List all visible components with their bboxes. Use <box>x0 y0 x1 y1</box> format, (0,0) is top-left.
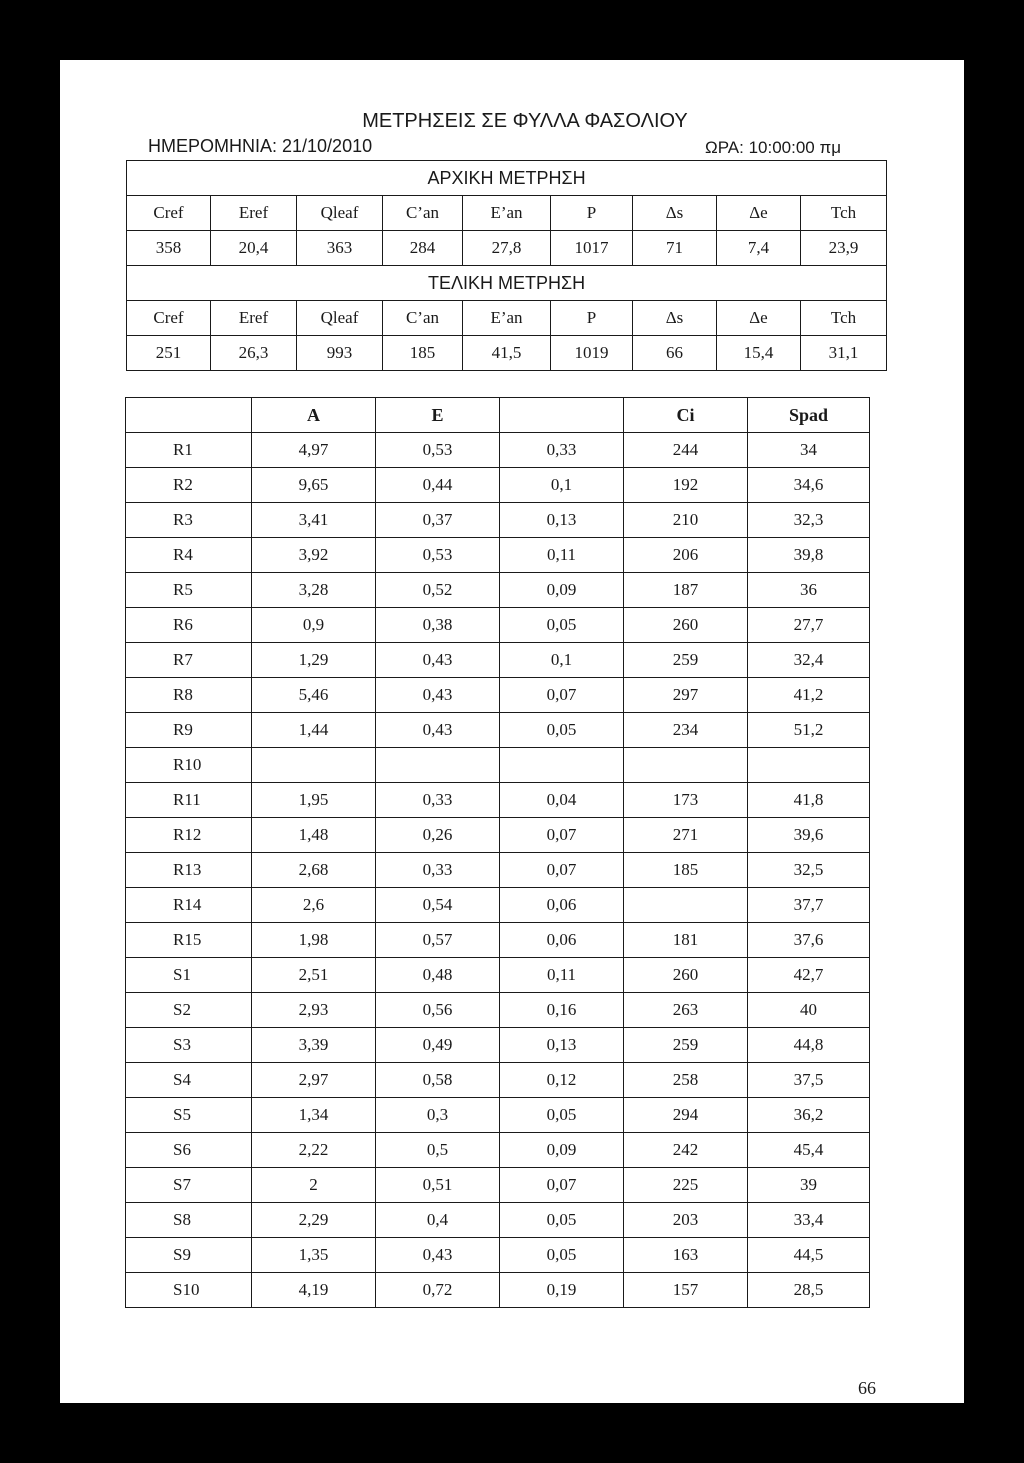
sample-label: S9 <box>126 1238 252 1273</box>
sample-value: 0,11 <box>500 958 624 993</box>
sample-value: 1,44 <box>252 713 376 748</box>
column-header: Δs <box>633 301 717 336</box>
sample-value: 0,51 <box>376 1168 500 1203</box>
column-header: Tch <box>801 301 887 336</box>
column-header: E’an <box>463 196 551 231</box>
sample-value: 0,05 <box>500 608 624 643</box>
table-row <box>126 888 870 923</box>
table-row <box>126 1168 870 1203</box>
sample-value: 0,38 <box>376 608 500 643</box>
sample-value: 0,33 <box>376 853 500 888</box>
table-row <box>126 783 870 818</box>
sample-value: 45,4 <box>748 1133 870 1168</box>
sample-value: 0,13 <box>500 503 624 538</box>
initial-measurement-title: ΑΡΧΙΚΗ ΜΕΤΡΗΣΗ <box>127 161 887 196</box>
samples-column-header: Spad <box>748 398 870 433</box>
column-header: Δs <box>633 196 717 231</box>
sample-value: 3,41 <box>252 503 376 538</box>
measurement-value: 31,1 <box>801 336 887 371</box>
samples-column-header <box>500 398 624 433</box>
sample-value: 185 <box>624 853 748 888</box>
column-header: P <box>551 196 633 231</box>
sample-value: 34,6 <box>748 468 870 503</box>
sample-value: 192 <box>624 468 748 503</box>
sample-label: R7 <box>126 643 252 678</box>
sample-value: 0,43 <box>376 713 500 748</box>
sample-value: 0,11 <box>500 538 624 573</box>
sample-value: 1,34 <box>252 1098 376 1133</box>
table-row <box>126 538 870 573</box>
column-header: Δe <box>717 196 801 231</box>
sample-value: 297 <box>624 678 748 713</box>
sample-value: 0,43 <box>376 643 500 678</box>
column-header: Cref <box>127 301 211 336</box>
measurement-value: 23,9 <box>801 231 887 266</box>
sample-value: 260 <box>624 958 748 993</box>
sample-value: 210 <box>624 503 748 538</box>
sample-value: 0,37 <box>376 503 500 538</box>
sample-value: 4,97 <box>252 433 376 468</box>
sample-value: 2,51 <box>252 958 376 993</box>
table-row <box>126 818 870 853</box>
time-line: ΩΡΑ: 10:00:00 πμ <box>705 138 841 157</box>
sample-value: 1,48 <box>252 818 376 853</box>
sample-value: 0,9 <box>252 608 376 643</box>
sample-value: 41,8 <box>748 783 870 818</box>
table-row <box>126 608 870 643</box>
sample-label: R8 <box>126 678 252 713</box>
sample-label: S8 <box>126 1203 252 1238</box>
sample-value: 0,52 <box>376 573 500 608</box>
column-header: Qleaf <box>297 301 383 336</box>
measurement-value: 1017 <box>551 231 633 266</box>
final-values-row <box>127 336 887 371</box>
sample-value <box>376 748 500 783</box>
sample-value: 181 <box>624 923 748 958</box>
table-row <box>126 993 870 1028</box>
page-number: 66 <box>858 1378 876 1398</box>
measurement-value: 185 <box>383 336 463 371</box>
document-title: ΜΕΤΡΗΣΕΙΣ ΣΕ ΦΥΛΛΑ ΦΑΣΟΛΙΟΥ <box>362 110 688 132</box>
sample-value: 271 <box>624 818 748 853</box>
sample-value: 0,33 <box>500 433 624 468</box>
sample-value <box>252 748 376 783</box>
sample-value: 1,29 <box>252 643 376 678</box>
sample-label: R6 <box>126 608 252 643</box>
sample-value: 0,54 <box>376 888 500 923</box>
sample-value: 0,58 <box>376 1063 500 1098</box>
sample-value: 39 <box>748 1168 870 1203</box>
sample-value: 39,8 <box>748 538 870 573</box>
sample-value: 234 <box>624 713 748 748</box>
sample-value: 242 <box>624 1133 748 1168</box>
final-measurement-title: ΤΕΛΙΚΗ ΜΕΤΡΗΣΗ <box>127 266 887 301</box>
column-header: Eref <box>211 301 297 336</box>
sample-label: R9 <box>126 713 252 748</box>
sample-value: 51,2 <box>748 713 870 748</box>
measurement-value: 26,3 <box>211 336 297 371</box>
sample-value: 32,5 <box>748 853 870 888</box>
sample-value: 259 <box>624 1028 748 1063</box>
measurement-value: 20,4 <box>211 231 297 266</box>
sample-value: 244 <box>624 433 748 468</box>
sample-value: 0,3 <box>376 1098 500 1133</box>
sample-value: 0,12 <box>500 1063 624 1098</box>
table-row <box>126 853 870 888</box>
sample-value: 0,33 <box>376 783 500 818</box>
initial-header-row <box>127 196 887 231</box>
sample-value: 2,68 <box>252 853 376 888</box>
sample-label: S6 <box>126 1133 252 1168</box>
sample-value: 0,44 <box>376 468 500 503</box>
table-row <box>126 468 870 503</box>
sample-value: 0,05 <box>500 1203 624 1238</box>
sample-label: R1 <box>126 433 252 468</box>
table-row <box>126 1273 870 1308</box>
sample-label: S5 <box>126 1098 252 1133</box>
sample-value: 187 <box>624 573 748 608</box>
sample-value: 2,22 <box>252 1133 376 1168</box>
sample-value: 0,19 <box>500 1273 624 1308</box>
sample-label: R14 <box>126 888 252 923</box>
sample-value: 32,4 <box>748 643 870 678</box>
column-header: P <box>551 301 633 336</box>
sample-label: R10 <box>126 748 252 783</box>
sample-value: 0,1 <box>500 643 624 678</box>
measurement-value: 363 <box>297 231 383 266</box>
samples-header-row <box>126 398 870 433</box>
sample-value: 42,7 <box>748 958 870 993</box>
date-line: ΗΜΕΡΟΜΗΝΙΑ: 21/10/2010 <box>148 136 373 156</box>
sample-value: 2 <box>252 1168 376 1203</box>
column-header: Tch <box>801 196 887 231</box>
sample-value: 0,1 <box>500 468 624 503</box>
table-row <box>126 678 870 713</box>
sample-label: S4 <box>126 1063 252 1098</box>
sample-label: R11 <box>126 783 252 818</box>
sample-value: 32,3 <box>748 503 870 538</box>
measurement-value: 1019 <box>551 336 633 371</box>
sample-value: 1,35 <box>252 1238 376 1273</box>
table-row <box>126 1238 870 1273</box>
sample-value: 0,07 <box>500 853 624 888</box>
sample-value: 5,46 <box>252 678 376 713</box>
sample-label: R4 <box>126 538 252 573</box>
sample-value: 0,43 <box>376 1238 500 1273</box>
sample-value: 2,29 <box>252 1203 376 1238</box>
table-row <box>126 643 870 678</box>
sample-value: 0,07 <box>500 818 624 853</box>
measurement-value: 71 <box>633 231 717 266</box>
table-row <box>126 958 870 993</box>
sample-value: 294 <box>624 1098 748 1133</box>
sample-label: S3 <box>126 1028 252 1063</box>
sample-value: 44,5 <box>748 1238 870 1273</box>
sample-value: 3,39 <box>252 1028 376 1063</box>
table-row <box>126 713 870 748</box>
samples-column-header: A <box>252 398 376 433</box>
sample-label: R2 <box>126 468 252 503</box>
sample-value <box>624 888 748 923</box>
sample-value: 225 <box>624 1168 748 1203</box>
column-header: Cref <box>127 196 211 231</box>
sample-value: 40 <box>748 993 870 1028</box>
sample-value: 44,8 <box>748 1028 870 1063</box>
table-row <box>126 1063 870 1098</box>
measurement-value: 358 <box>127 231 211 266</box>
sample-value: 28,5 <box>748 1273 870 1308</box>
measurement-value: 66 <box>633 336 717 371</box>
measurement-value: 993 <box>297 336 383 371</box>
sample-value: 0,72 <box>376 1273 500 1308</box>
sample-label: S2 <box>126 993 252 1028</box>
sample-value: 2,97 <box>252 1063 376 1098</box>
column-header: E’an <box>463 301 551 336</box>
table-row <box>126 433 870 468</box>
sample-value: 0,5 <box>376 1133 500 1168</box>
sample-value: 0,07 <box>500 1168 624 1203</box>
sample-value: 206 <box>624 538 748 573</box>
table-row <box>126 1028 870 1063</box>
sample-value: 0,06 <box>500 923 624 958</box>
sample-value: 0,43 <box>376 678 500 713</box>
sample-value: 3,92 <box>252 538 376 573</box>
sample-label: R12 <box>126 818 252 853</box>
sample-value: 259 <box>624 643 748 678</box>
sample-label: R15 <box>126 923 252 958</box>
samples-column-header <box>126 398 252 433</box>
sample-value: 0,05 <box>500 713 624 748</box>
initial-measurement-title-row <box>127 161 887 196</box>
sample-label: R3 <box>126 503 252 538</box>
sample-value: 0,4 <box>376 1203 500 1238</box>
table-row <box>126 1098 870 1133</box>
sample-value: 9,65 <box>252 468 376 503</box>
sample-value: 0,06 <box>500 888 624 923</box>
sample-value: 0,13 <box>500 1028 624 1063</box>
sample-value: 163 <box>624 1238 748 1273</box>
sample-value: 1,95 <box>252 783 376 818</box>
sample-value: 0,05 <box>500 1238 624 1273</box>
sample-value: 27,7 <box>748 608 870 643</box>
sample-value: 203 <box>624 1203 748 1238</box>
sample-value: 0,49 <box>376 1028 500 1063</box>
measurement-value: 7,4 <box>717 231 801 266</box>
measurement-value: 251 <box>127 336 211 371</box>
sample-value: 36,2 <box>748 1098 870 1133</box>
sample-value: 36 <box>748 573 870 608</box>
column-header: Δe <box>717 301 801 336</box>
sample-value <box>500 748 624 783</box>
sample-value: 0,26 <box>376 818 500 853</box>
column-header: Qleaf <box>297 196 383 231</box>
sample-label: R13 <box>126 853 252 888</box>
sample-label: S1 <box>126 958 252 993</box>
sample-value: 0,53 <box>376 538 500 573</box>
measurement-value: 284 <box>383 231 463 266</box>
table-row <box>126 573 870 608</box>
sample-value: 258 <box>624 1063 748 1098</box>
sample-value: 37,5 <box>748 1063 870 1098</box>
sample-value: 2,93 <box>252 993 376 1028</box>
measurement-value: 15,4 <box>717 336 801 371</box>
final-header-row <box>127 301 887 336</box>
sample-value: 173 <box>624 783 748 818</box>
sample-value: 2,6 <box>252 888 376 923</box>
sample-label: S10 <box>126 1273 252 1308</box>
sample-value: 0,56 <box>376 993 500 1028</box>
sample-value <box>748 748 870 783</box>
sample-value: 39,6 <box>748 818 870 853</box>
sample-value: 1,98 <box>252 923 376 958</box>
sample-label: R5 <box>126 573 252 608</box>
table-row <box>126 1133 870 1168</box>
measurement-table <box>126 160 887 371</box>
sample-value: 34 <box>748 433 870 468</box>
sample-value: 4,19 <box>252 1273 376 1308</box>
sample-value: 3,28 <box>252 573 376 608</box>
samples-column-header: E <box>376 398 500 433</box>
sample-value: 0,04 <box>500 783 624 818</box>
sample-value: 33,4 <box>748 1203 870 1238</box>
table-row <box>126 1203 870 1238</box>
column-header: Eref <box>211 196 297 231</box>
sample-value: 0,57 <box>376 923 500 958</box>
sample-value: 0,48 <box>376 958 500 993</box>
measurement-value: 41,5 <box>463 336 551 371</box>
measurement-value: 27,8 <box>463 231 551 266</box>
table-row <box>126 503 870 538</box>
samples-table <box>125 397 870 1308</box>
table-row <box>126 923 870 958</box>
sample-value: 37,7 <box>748 888 870 923</box>
sample-value: 0,09 <box>500 1133 624 1168</box>
sample-value: 0,05 <box>500 1098 624 1133</box>
sample-value: 260 <box>624 608 748 643</box>
column-header: C’an <box>383 301 463 336</box>
sample-value: 263 <box>624 993 748 1028</box>
table-row <box>126 748 870 783</box>
sample-value: 0,09 <box>500 573 624 608</box>
column-header: C’an <box>383 196 463 231</box>
samples-column-header: Ci <box>624 398 748 433</box>
sample-value: 0,16 <box>500 993 624 1028</box>
final-measurement-title-row <box>127 266 887 301</box>
sample-value <box>624 748 748 783</box>
initial-values-row <box>127 231 887 266</box>
sample-value: 0,07 <box>500 678 624 713</box>
sample-value: 0,53 <box>376 433 500 468</box>
sample-value: 157 <box>624 1273 748 1308</box>
sample-value: 37,6 <box>748 923 870 958</box>
sample-label: S7 <box>126 1168 252 1203</box>
sample-value: 41,2 <box>748 678 870 713</box>
